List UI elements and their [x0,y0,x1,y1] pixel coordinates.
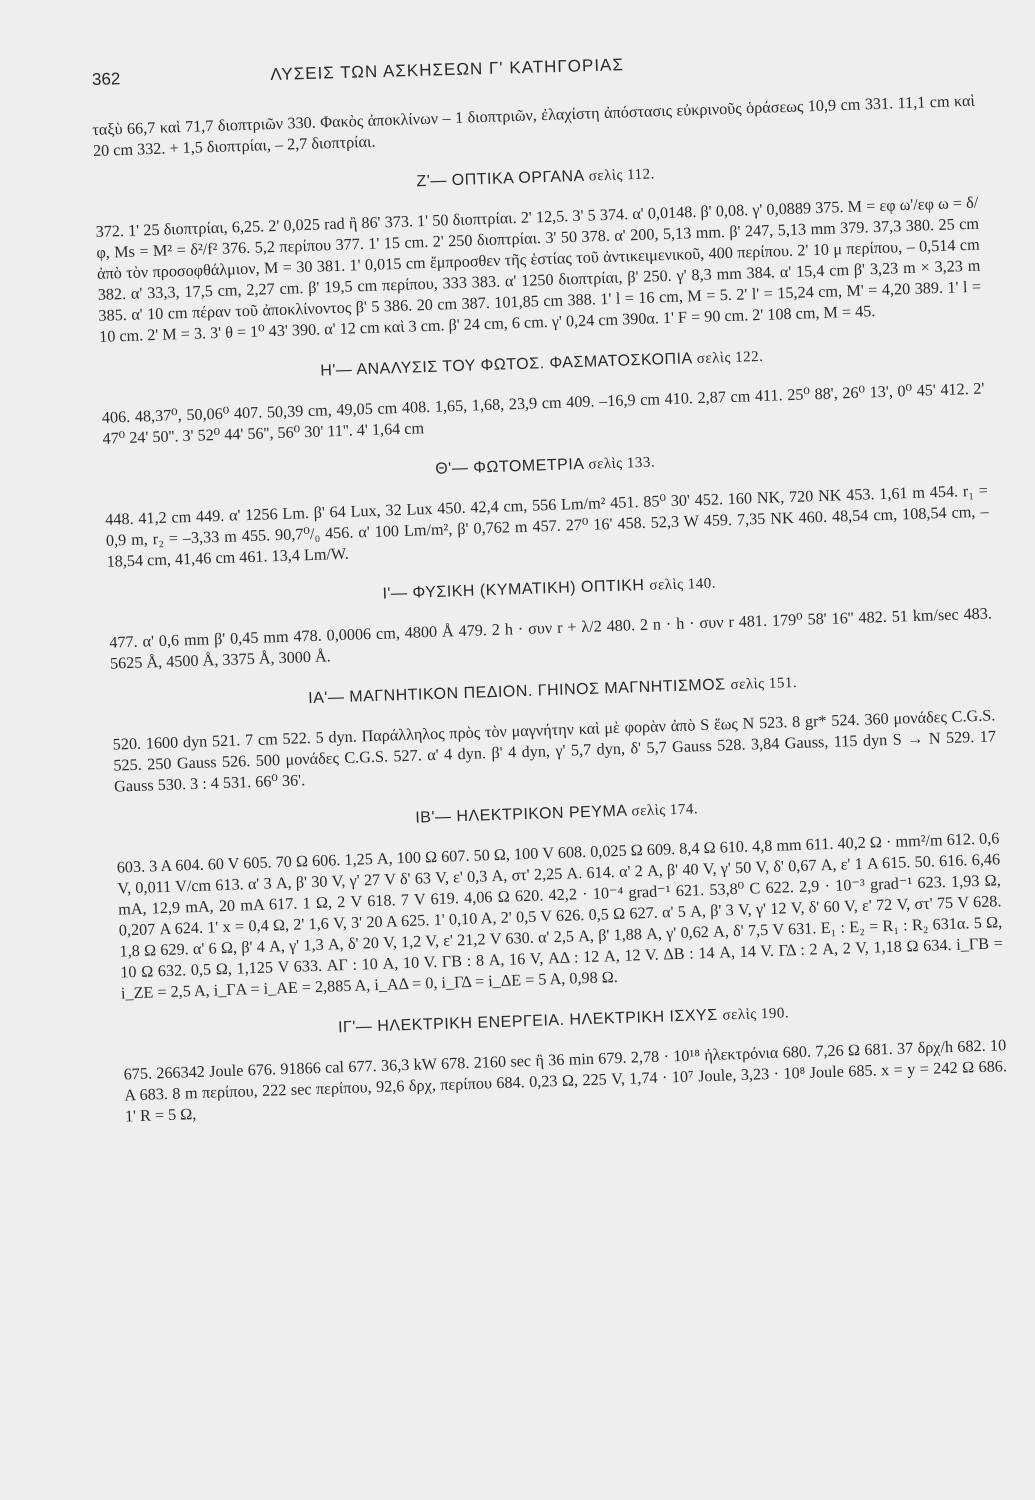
section-page-ref: σελὶς 151. [730,674,798,694]
section-title-light-analysis: Η'— ΑΝΑΛΥΣΙΣ ΤΟΥ ΦΩΤΟΣ. ΦΑΣΜΑΤΟΣΚΟΠΙΑ σελὶς 122. [320,348,764,380]
section-text-electric-current: 603. 3 A 604. 60 V 605. 70 Ω 606. 1,25 A, 100 Ω 607. 50 Ω, 100 V 608. 0,025 Ω 609. 8,4 Ω 610. 4,8 mm 611. 40,2 Ω · mm²/m 612. 0,6 V, 0,011 V/cm 613. α' 3 A, β' 30 V, γ' 27 V δ' 63 V, ε' 0,3 A, στ' 2,25 A. 614. α' 2 A, β' 40 V, γ' 50 V, δ' 0,67 A, ε' 1 A 615. 50. 616. 6,46 mA, 12,9 mA, 20 mA 617. 1 Ω, 2 V 618. 7 V 619. 4,06 Ω 620. 42,2 · 10⁻⁴ grad⁻¹ 621. 53,8⁰ C 622. 2,9 · 10⁻³ grad⁻¹ 623. 1,93 Ω, 0,207 A 624. 1' x = 0,4 Ω, 2' 1,6 V, 3' 20 A 625. 1' 0,10 A, 2' 0,5 V 626. 0,5 Ω 627. α' 5 A, β' 3 V, γ' 12 V, δ' 60 V, ε' 72 V, στ' 75 V 628. 1,8 Ω 629. α' 6 Ω, β' 4 A, γ' 1,3 A, δ' 20 V, 1,2 V, ε' 21,2 V 630. α' 2,5 A, β' 1,88 A, γ' 0,62 A, δ' 7,5 V 631. E₁ : E₂ = R₁ : R₂ 631α. 5 Ω, 10 Ω 632. 0,5 Ω, 1,125 V 633. ΑΓ : 10 A, 10 V. ΓΒ : 8 A, 16 V, ΑΔ : 12 A, 12 V. ΔΒ : 14 A, 14 V. ΓΔ : 2 A, 2 V, 1,18 Ω 634. i_ΓΒ = i_ZE = 2,5 A, i_ΓA = i_AE = 2,885 A, i_AΔ = 0, i_ΓΔ = i_ΔE = 5 A, 0,98 Ω. [116,829,1004,1003]
text-block [92,91,1008,1128]
section-text-electric-energy: 675. 266342 Joule 676. 91866 cal 677. 36,3 kW 678. 2160 sec ἢ 36 min 679. 2,78 · 10¹⁸ ἠλεκτρόνια 680. 7,26 Ω 681. 37 δρχ/h 682. 10 A 683. 8 m περίπου, 222 sec περίπου, 92,6 δρχ, περίπου 684. 0,23 Ω, 225 V, 1,74 · 10⁷ Joule, 3,23 · 10⁸ Joule 685. x = y = 242 Ω 686. 1' R = 5 Ω, [123,1036,1008,1126]
section-title-electric-energy: ΙΓ'— ΗΛΕΚΤΡΙΚΗ ΕΝΕΡΓΕΙΑ. ΗΛΕΚΤΡΙΚΗ ΙΣΧΥΣ σελὶς 190. [337,1005,790,1037]
section-text-wave-optics: 477. α' 0,6 mm β' 0,45 mm 478. 0,0006 cm, 4800 Å 479. 2 h · συν r + λ/2 480. 2 n · h · συν r 481. 179⁰ 58' 16'' 482. 51 km/sec 483. 5625 Å, 4500 Å, 3375 Å, 3000 Å. [109,604,993,673]
section-page-ref: σελὶς 112. [588,166,656,185]
running-head: ΛΥΣΕΙΣ ΤΩΝ ΑΣΚΗΣΕΩΝ Γ' ΚΑΤΗΓΟΡΙΑΣ [270,55,625,85]
section-page-ref: σελὶς 174. [631,801,699,820]
intro-paragraph: ταξὺ 66,7 καὶ 71,7 διοπτριῶν 330. Φακὸς ἀποκλίνων – 1 διοπτριῶν, ἐλαχίστη ἀπόστασις εὐκρινοῦς ὁράσεως 10,9 cm 331. 11,1 cm καὶ 20 cm 332. + 1,5 διοπτρίαι, – 2,7 διοπτρίαι. [92,91,976,160]
section-text-photometry: 448. 41,2 cm 449. α' 1256 Lm. β' 64 Lux, 32 Lux 450. 42,4 cm, 556 Lm/m² 451. 85⁰ 30' 452. 160 NK, 720 NK 453. 1,61 m 454. r₁ = 0,9 m, r₂ = –3,33 m 455. 90,7⁰/₀ 456. α' 100 Lm/m², β' 0,762 m 457. 27⁰ 16' 458. 52,3 W 459. 7,35 NK 460. 48,54 cm, 108,54 cm, – 18,54 cm, 41,46 cm 461. 13,4 Lm/W. [104,481,989,571]
section-text-magnetic-field: 520. 1600 dyn 521. 7 cm 522. 5 dyn. Παράλληλος πρὸς τὸν μαγνήτην καὶ μὲ φορὰν ἀπὸ S ἕως N 523. 8 gr* 524. 360 μονάδες C.G.S. 525. 250 Gauss 526. 500 μονάδες C.G.S. 527. α' 4 dyn. β' 4 dyn, γ' 5,7 dyn, δ' 5,7 Gauss 528. 3,84 Gauss, 115 dyn S → N 529. 17 Gauss 530. 3 : 4 531. 66⁰ 36'. [112,706,997,796]
section-title-optical-instruments: Ζ'— ΟΠΤΙΚΑ ΟΡΓΑΝΑ σελὶς 112. [416,166,656,191]
page-number: 362 [91,69,121,89]
section-page-ref: σελὶς 122. [696,348,764,368]
section-page-ref: σελὶς 133. [588,454,656,473]
section-title-photometry: Θ'— ΦΩΤΟΜΕΤΡΙΑ σελὶς 133. [435,454,656,478]
section-title-magnetic-field: ΙΑ'— ΜΑΓΝΗΤΙΚΟΝ ΠΕΔΙΟΝ. ΓΗΙΝΟΣ ΜΑΓΝΗΤΙΣΜΟΣ σελὶς 151. [307,674,798,708]
section-text-optical-instruments: 372. 1' 25 διοπτρίαι, 6,25. 2' 0,025 rad ἢ 86' 373. 1' 50 διοπτρίαι. 2' 12,5. 3' 5 374. α' 0,0148. β' 0,08. γ' 0,0889 375. M = εφ ω'/εφ ω = δ/φ, Ms = M² = δ²/f² 376. 5,2 περίπου 377. 1' 15 cm. 2' 250 διοπτρίαι. 3' 50 378. α' 200, 5,13 mm. β' 247, 5,13 mm 379. 37,3 380. 25 cm ἀπὸ τὸν προσοφθάλμιον, M = 30 381. 1' 0,015 cm ἔμπροσθεν τῆς ἑστίας τοῦ ἀντικειμενικοῦ, 400 περίπου. 2' 10 μ περίπου, – 0,514 cm 382. α' 33,3, 17,5 cm, 2,27 cm. β' 19,5 cm περίπου, 333 383. α' 1250 διοπτρίαι, β' 250. γ' 8,3 mm 384. α' 15,4 cm β' 3,23 m × 3,23 m 385. α' 10 cm πέραν τοῦ ἀποκλίνοντος β' 5 386. 20 cm 387. 101,85 cm 388. 1' l = 16 cm, M = 5. 2' l' = 15,24 cm, M' = 4,20 389. 1' l = 10 cm. 2' M = 3. 3' θ = 1⁰ 43' 390. α' 12 cm καὶ 3 cm. β' 24 cm, 6 cm. γ' 0,24 cm 390α. 1' F = 90 cm. 2' 108 cm, M = 45. [95,193,982,346]
section-page-ref: σελὶς 190. [722,1005,790,1024]
section-title-electric-current: ΙΒ'— ΗΛΕΚΤΡΙΚΟΝ ΡΕΥΜΑ σελὶς 174. [415,801,699,827]
section-page-ref: σελὶς 140. [649,575,717,594]
section-title-wave-optics: Ι'— ΦΥΣΙΚΗ (ΚΥΜΑΤΙΚΗ) ΟΠΤΙΚΗ σελὶς 140. [382,575,717,603]
section-text-light-analysis: 406. 48,37⁰, 50,06⁰ 407. 50,39 cm, 49,05 cm 408. 1,65, 1,68, 23,9 cm 409. –16,9 cm 410. 2,87 cm 411. 25⁰ 88', 26⁰ 13', 0⁰ 45' 412. 2' 47⁰ 24' 50''. 3' 52⁰ 44' 56'', 56⁰ 30' 11''. 4' 1,64 cm [101,379,985,448]
page-header [92,45,975,90]
